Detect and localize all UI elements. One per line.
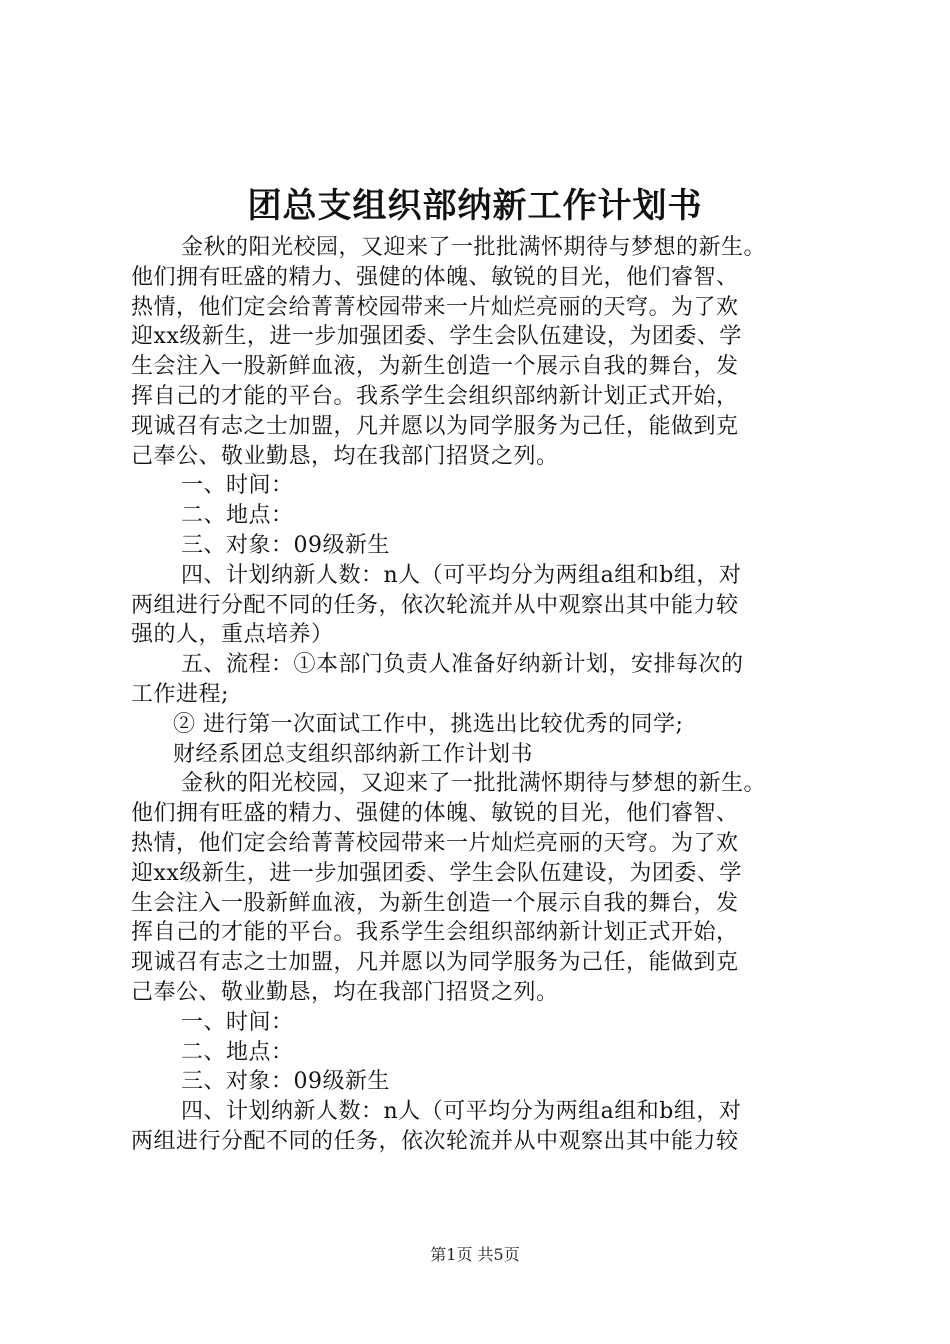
text-line: 挥自己的才能的平台。我系学生会组织部纳新计划正式开始， <box>131 920 739 946</box>
text-line: 挥自己的才能的平台。我系学生会组织部纳新计划正式开始， <box>131 383 739 409</box>
document-body <box>131 233 835 1157</box>
text-line: 他们拥有旺盛的精力、强健的体魄、敏锐的目光，他们睿智、 <box>131 264 739 290</box>
text-line: 生会注入一股新鲜血液，为新生创造一个展示自我的舞台，发 <box>131 354 739 380</box>
text-line: 二、地点： <box>181 1039 294 1065</box>
text-line: 生会注入一股新鲜血液，为新生创造一个展示自我的舞台，发 <box>131 890 739 916</box>
text-line: 三、对象：09级新生 <box>181 1069 390 1095</box>
text-line: 热情，他们定会给菁菁校园带来一片灿烂亮丽的天穹。为了欢 <box>131 294 739 320</box>
text-line: 四、计划纳新人数：n人（可平均分为两组a组和b组，对 <box>181 562 742 588</box>
text-line: 财经系团总支组织部纳新工作计划书 <box>173 741 534 767</box>
text-line: 迎xx级新生，进一步加强团委、学生会队伍建设，为团委、学 <box>131 324 742 350</box>
text-line: 三、对象：09级新生 <box>181 532 390 558</box>
text-line: 两组进行分配不同的任务，依次轮流并从中观察出其中能力较 <box>131 592 739 618</box>
text-line: 一、时间： <box>181 1009 294 1035</box>
text-line: 五、流程：①本部门负责人准备好纳新计划，安排每次的 <box>181 652 744 678</box>
text-line: 现诚召有志之士加盟，凡并愿以为同学服务为己任，能做到克 <box>131 413 739 439</box>
page-footer: 第1页 共5页 <box>430 1245 520 1264</box>
document-title: 团总支组织部纳新工作计划书 <box>247 186 703 226</box>
text-line: 己奉公、敬业勤恳，均在我部门招贤之列。 <box>131 979 559 1005</box>
text-line: 热情，他们定会给菁菁校园带来一片灿烂亮丽的天穹。为了欢 <box>131 830 739 856</box>
text-line: 工作进程; <box>131 681 229 707</box>
text-line: 两组进行分配不同的任务，依次轮流并从中观察出其中能力较 <box>131 1128 739 1154</box>
text-line: 现诚召有志之士加盟，凡并愿以为同学服务为己任，能做到克 <box>131 950 739 976</box>
text-line: 一、时间： <box>181 473 294 499</box>
text-line: 二、地点： <box>181 503 294 529</box>
text-line: 四、计划纳新人数：n人（可平均分为两组a组和b组，对 <box>181 1099 742 1125</box>
text-line: 他们拥有旺盛的精力、强健的体魄、敏锐的目光，他们睿智、 <box>131 801 739 827</box>
text-line: 强的人，重点培养） <box>131 622 334 648</box>
text-line: 己奉公、敬业勤恳，均在我部门招贤之列。 <box>131 443 559 469</box>
text-line: 迎xx级新生，进一步加强团委、学生会队伍建设，为团委、学 <box>131 860 742 886</box>
text-line: 金秋的阳光校园，又迎来了一批批满怀期待与梦想的新生。 <box>181 235 767 260</box>
text-line: 金秋的阳光校园，又迎来了一批批满怀期待与梦想的新生。 <box>181 771 767 797</box>
text-line: ② 进行第一次面试工作中，挑选出比较优秀的同学; <box>173 711 684 737</box>
